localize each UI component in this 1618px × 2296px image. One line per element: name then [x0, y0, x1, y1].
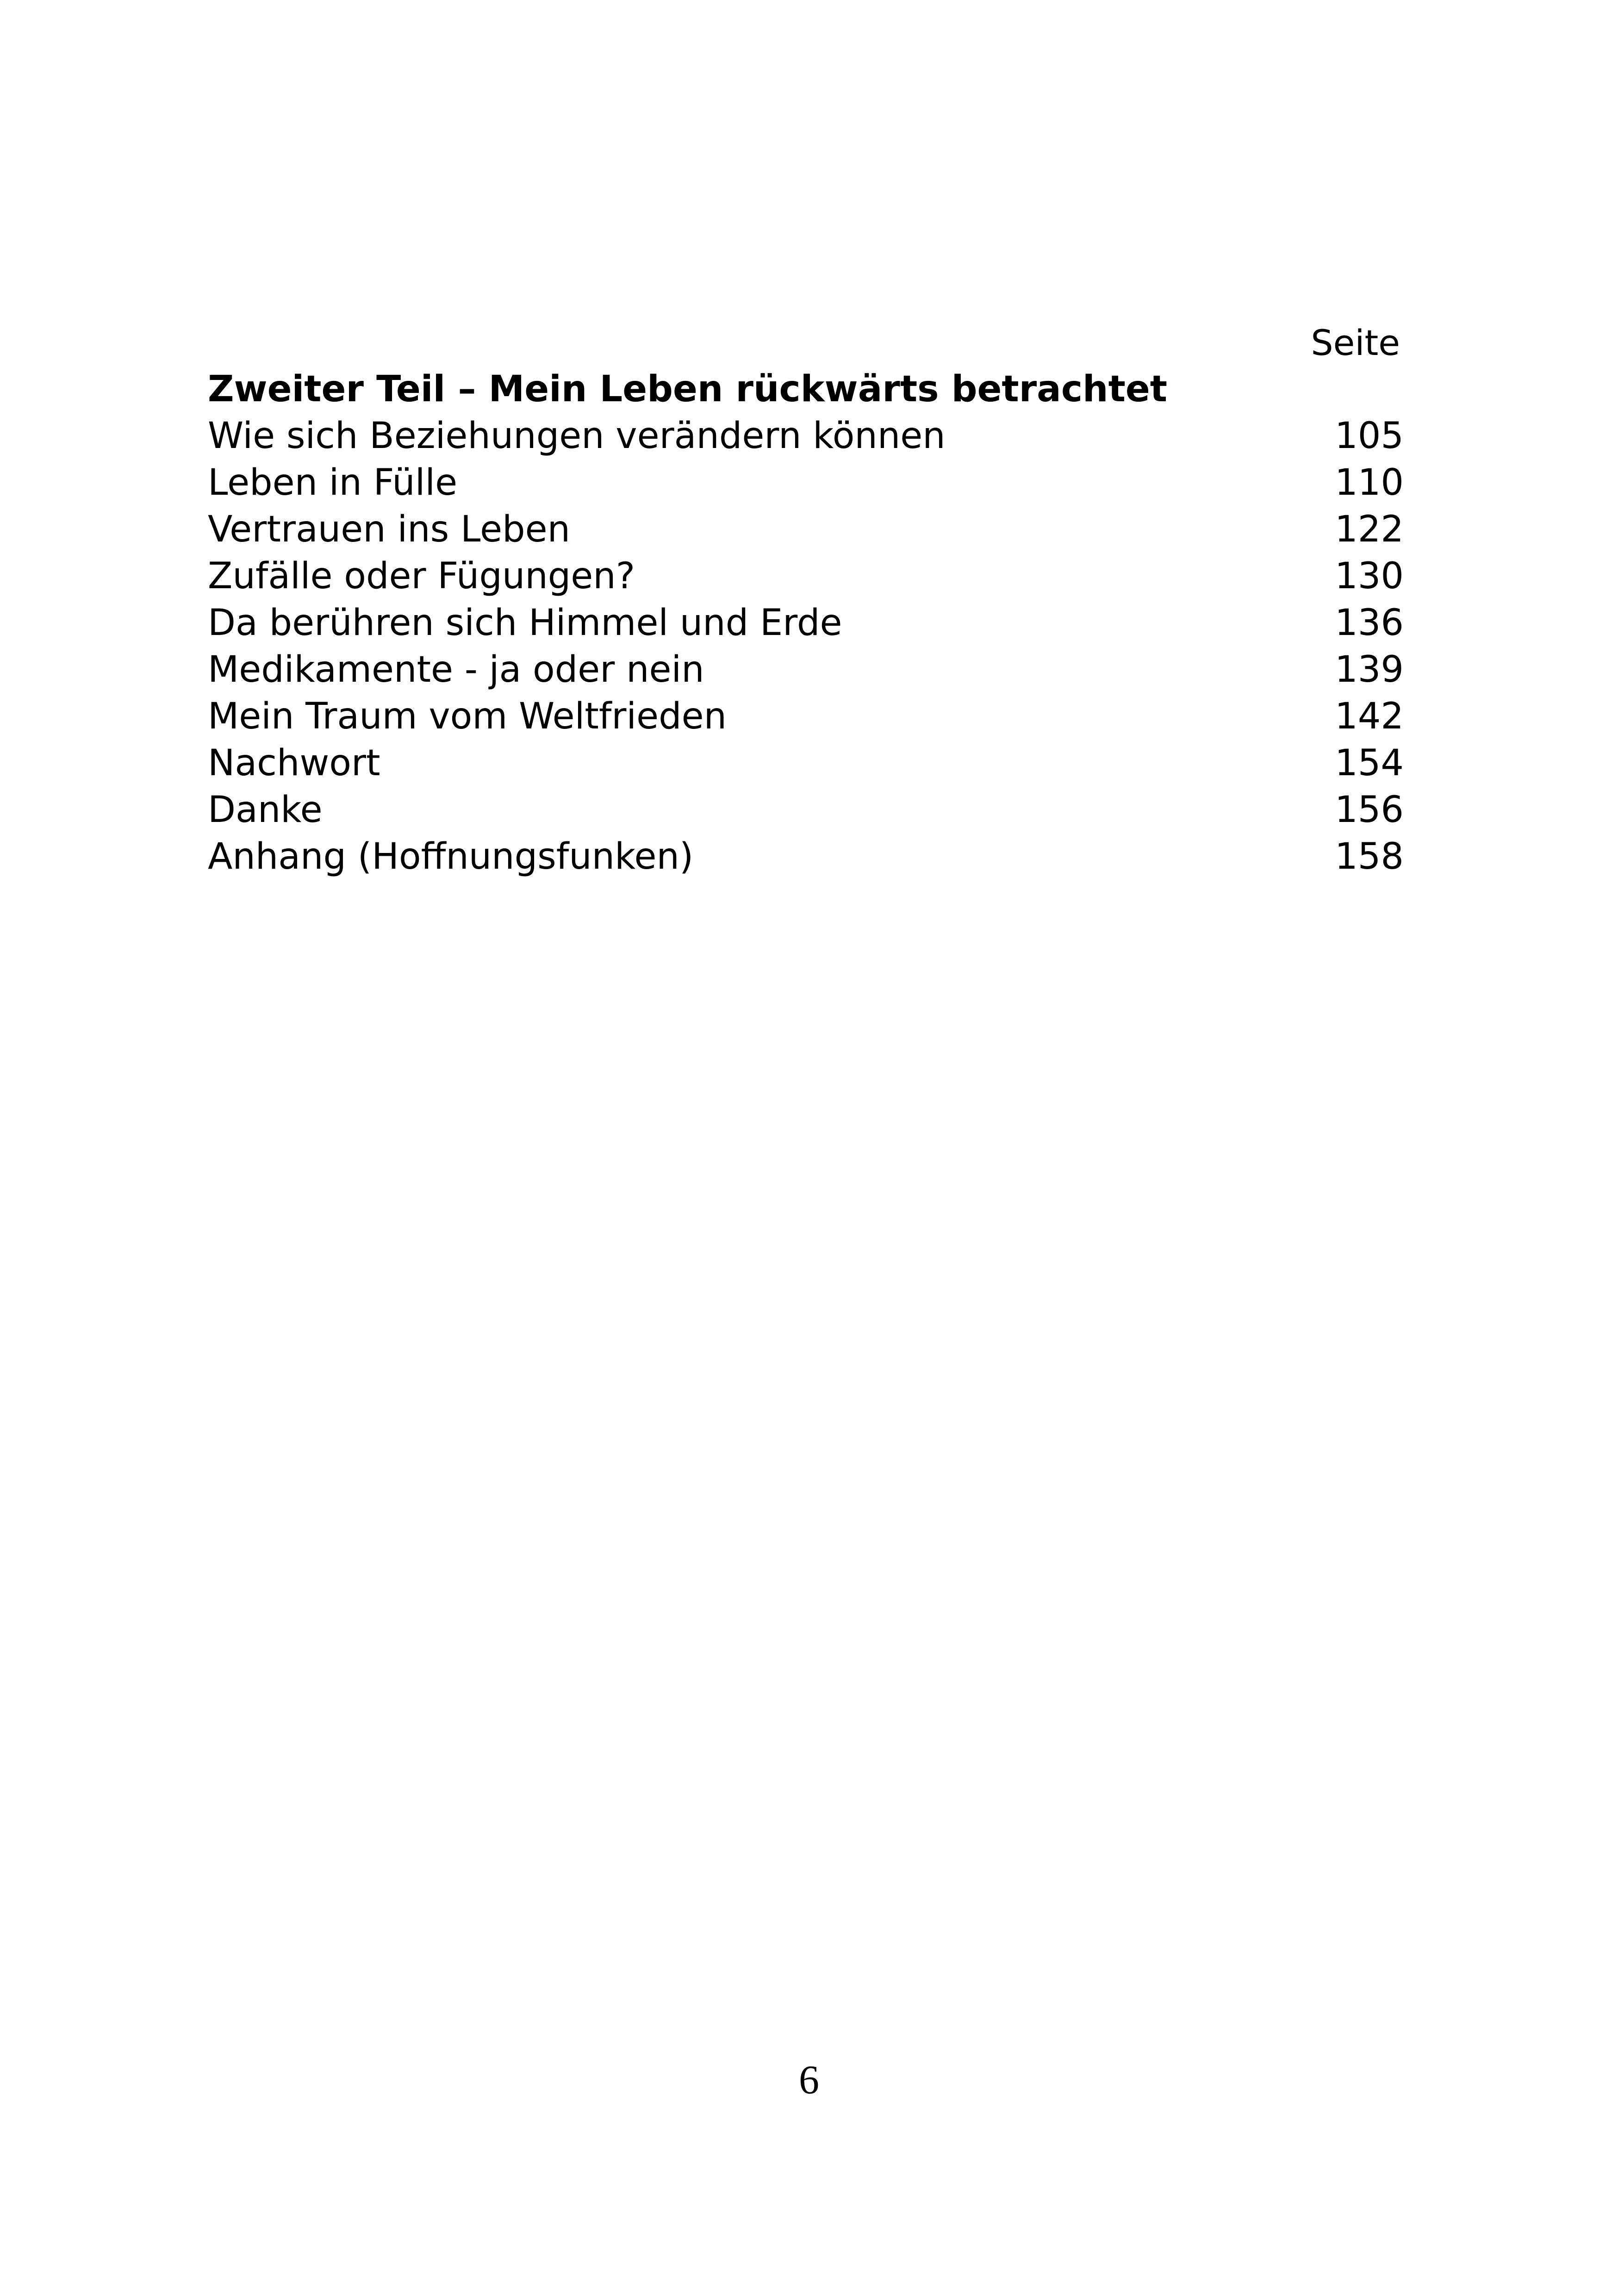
toc-entry-page: 130	[1335, 555, 1404, 597]
toc-entry	[208, 740, 1404, 787]
toc-entry-title: Zufälle oder Fügungen?	[208, 555, 635, 597]
toc-entry-title: Leben in Fülle	[208, 462, 458, 504]
toc-entry-title: Anhang (Hoffnungsfunken)	[208, 836, 694, 877]
toc-entry	[208, 600, 1404, 647]
toc-entry	[208, 413, 1404, 460]
toc-entry-page: 105	[1335, 415, 1404, 457]
toc-entry-title: Wie sich Beziehungen verändern können	[208, 415, 946, 457]
toc-entry-page: 158	[1335, 836, 1404, 877]
toc-entry-list	[208, 413, 1404, 880]
page-number: 6	[799, 2058, 819, 2103]
toc-entry-title: Da berühren sich Himmel und Erde	[208, 602, 842, 644]
toc-entry-title: Medikamente - ja oder nein	[208, 649, 704, 691]
toc-entry	[208, 647, 1404, 693]
section-title: Zweiter Teil – Mein Leben rückwärts betrachtet	[208, 368, 1168, 410]
toc-entry-title: Mein Traum vom Weltfrieden	[208, 696, 727, 737]
toc-entry-page: 139	[1335, 649, 1404, 691]
toc-entry-title: Nachwort	[208, 742, 380, 784]
toc-entry-title: Danke	[208, 789, 323, 831]
toc-entry	[208, 787, 1404, 834]
toc-entry-page: 110	[1335, 462, 1404, 504]
toc-entry-page: 136	[1335, 602, 1404, 644]
toc-entry-title: Vertrauen ins Leben	[208, 509, 571, 550]
toc-entry	[208, 506, 1404, 553]
toc-entry-page: 142	[1335, 696, 1404, 737]
toc-entry-page: 156	[1335, 789, 1404, 831]
page-column-label: Seite	[1311, 322, 1400, 363]
toc-entry	[208, 693, 1404, 740]
toc-entry-page: 154	[1335, 742, 1404, 784]
toc-entry	[208, 553, 1404, 600]
toc-header	[208, 319, 1404, 366]
toc-entry-page: 122	[1335, 509, 1404, 550]
toc-entry	[208, 834, 1404, 880]
table-of-contents	[208, 319, 1404, 880]
toc-entry	[208, 460, 1404, 506]
